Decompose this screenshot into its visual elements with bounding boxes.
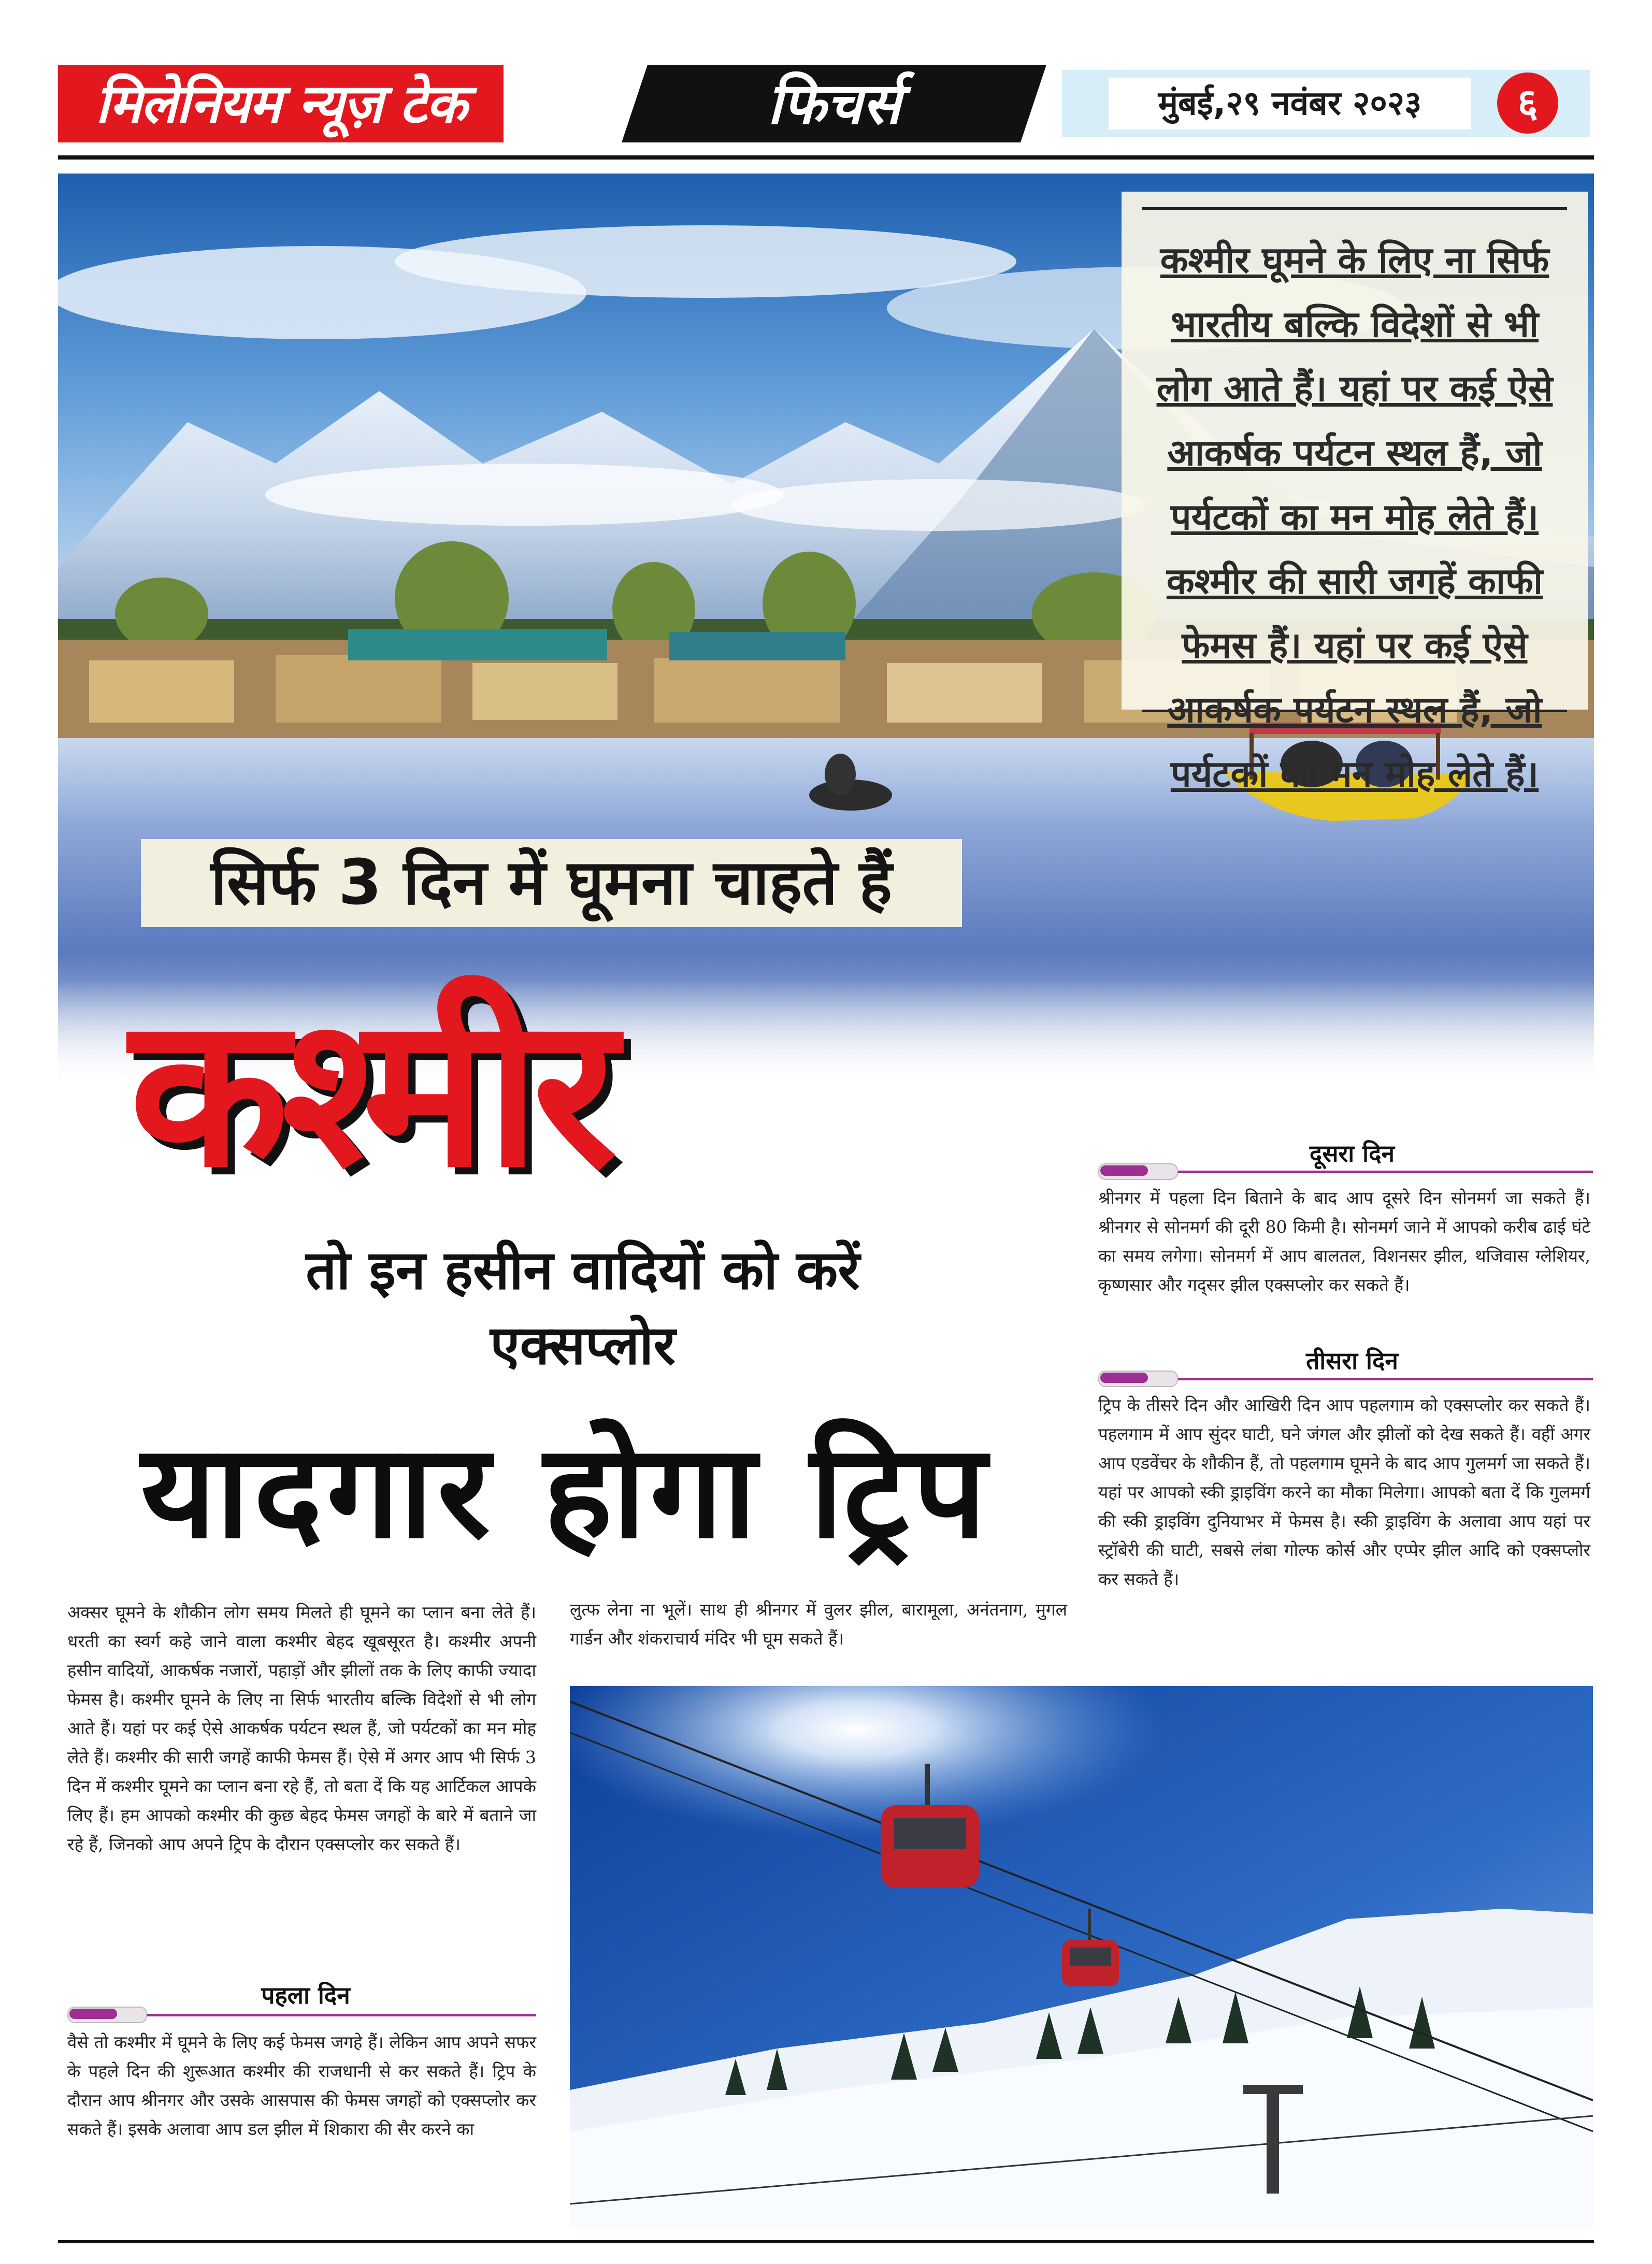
tagline-line-1: तो इन हसीन वादियों को करें bbox=[306, 1238, 860, 1302]
tagline-line-2: एक्सप्लोर bbox=[490, 1314, 676, 1377]
page-number-badge: ६ bbox=[1497, 73, 1558, 134]
day2-heading-bar bbox=[1098, 1160, 1593, 1178]
header-rule bbox=[58, 155, 1594, 160]
day1-heading: पहला दिन bbox=[261, 1981, 350, 2009]
headline-main: कश्मीर bbox=[130, 972, 610, 1213]
day2-text: श्रीनगर में पहला दिन बिताने के बाद आप दूसरे दिन सोनमर्ग जा सकते हैं। श्रीनगर से सोनमर्ग की दूरी 80 किमी है। सोनमर्ग जाने में आपको करीब ढाई घंटे का समय लगेगा। सोनमर्ग में आप बालतल, विशनसर झील, थजिवास ग्लेशियर, कृष्णसार और गद्सर झील एक्सप्लोर कर सकते हैं। bbox=[1098, 1188, 1590, 1295]
headline-kicker: सिर्फ 3 दिन में घूमना चाहते हैं bbox=[210, 847, 893, 919]
day3-text: ट्रिप के तीसरे दिन और आखिरी दिन आप पहलगाम को एक्सप्लोर कर सकते हैं। पहलगाम में आप सुंदर घाटी, घने जंगल और झीलों को देख सकते हैं। वहीं अगर आप एडवेंचर के शौकीन हैं, तो पहलगाम घूमने के बाद आप गुलमर्ग जा सकते हैं। यहां पर आपको स्की ड्राइविंग करने का मौका मिलेगा। आपको बता दें कि गुलमर्ग की स्की ड्राइविंग दुनियाभर में फेमस है। स्की ड्राइविंग के अलावा आप यहां पर स्ट्रॉबेरी की घाटी, सबसे लंबा गोल्फ कोर्स और एप्पेर झील आदि को एक्सप्लोर कर सकते हैं। bbox=[1098, 1395, 1590, 1589]
day3-heading: तीसरा दिन bbox=[1306, 1347, 1398, 1375]
sidebar-top-rule bbox=[1142, 207, 1567, 210]
day1-heading-bar bbox=[67, 2003, 536, 2021]
day2-heading: दूसरा दिन bbox=[1309, 1140, 1395, 1167]
gulmarg-gondola-photo bbox=[570, 1686, 1593, 2227]
section-label: फिचर्स bbox=[767, 70, 901, 137]
sidebar-quote: कश्मीर घूमने के लिए ना सिर्फ भारतीय बल्कि विदेशों से भी लोग आते हैं। यहां पर कई ऐसे आकर्षक पर्यटन स्थल हैं, जो पर्यटकों का मन मोह लेते हैं। कश्मीर की सारी जगहें काफी फेमस हैं। यहां पर कई ऐसे आकर्षक पर्यटन स्थल हैं, जो पर्यटकों का मन मोह लेते हैं। bbox=[1156, 239, 1553, 795]
footer-rule bbox=[58, 2240, 1594, 2243]
day1-text-continued: लुत्फ लेना ना भूलें। साथ ही श्रीनगर में वुलर झील, बारामूला, अनंतनाग, मुगल गार्डन और शंकराचार्य मंदिर भी घूम सकते हैं। bbox=[570, 1599, 1067, 1649]
headline-secondary: यादगार होगा ट्रिप bbox=[140, 1416, 991, 1567]
intro-text: अक्सर घूमने के शौकीन लोग समय मिलते ही घूमने का प्लान बना लेते हैं। धरती का स्वर्ग कहे जाने वाला कश्मीर बेहद खूबसूरत है। कश्मीर अपनी हसीन वादियों, आकर्षक नजारों, पहाड़ों और झीलों तक के लिए काफी ज्यादा फेमस है। कश्मीर घूमने के लिए ना सिर्फ भारतीय बल्कि विदेशों से भी लोग आते हैं। यहां पर कई ऐसे आकर्षक पर्यटन स्थल हैं, जो पर्यटकों का मन मोह लेते हैं। कश्मीर की सारी जगहें काफी फेमस हैं। ऐसे में अगर आप भी सिर्फ 3 दिन में कश्मीर घूमने का प्लान बना रहे हैं, तो बता दें कि यह आर्टिकल आपके लिए हैं। हम आपको कश्मीर की कुछ बेहद फेमस जगहों के बारे में बताने जा रहे हैं, जिनको आप अपने ट्रिप के दौरान एक्सप्लोर कर सकते हैं। bbox=[67, 1602, 536, 1854]
headline-tagline bbox=[130, 1233, 1036, 1383]
masthead-logo: मिलेनियम न्यूज़ टेक bbox=[58, 65, 504, 142]
day3-heading-bar bbox=[1098, 1367, 1593, 1385]
day1-text: वैसे तो कश्मीर में घूमने के लिए कई फेमस जगहे हैं। लेकिन आप अपने सफर के पहले दिन की शुरूआत कश्मीर की राजधानी से कर सकते हैं। ट्रिप के दौरान आप श्रीनगर और उसके आसपास की फेमस जगहों को एक्सप्लोर कर सकते हैं। इसके अलावा आप डल झील में शिकारा की सैर करने का bbox=[67, 2032, 536, 2139]
issue-date: मुंबई,२९ नवंबर २०२३ bbox=[1109, 78, 1471, 129]
